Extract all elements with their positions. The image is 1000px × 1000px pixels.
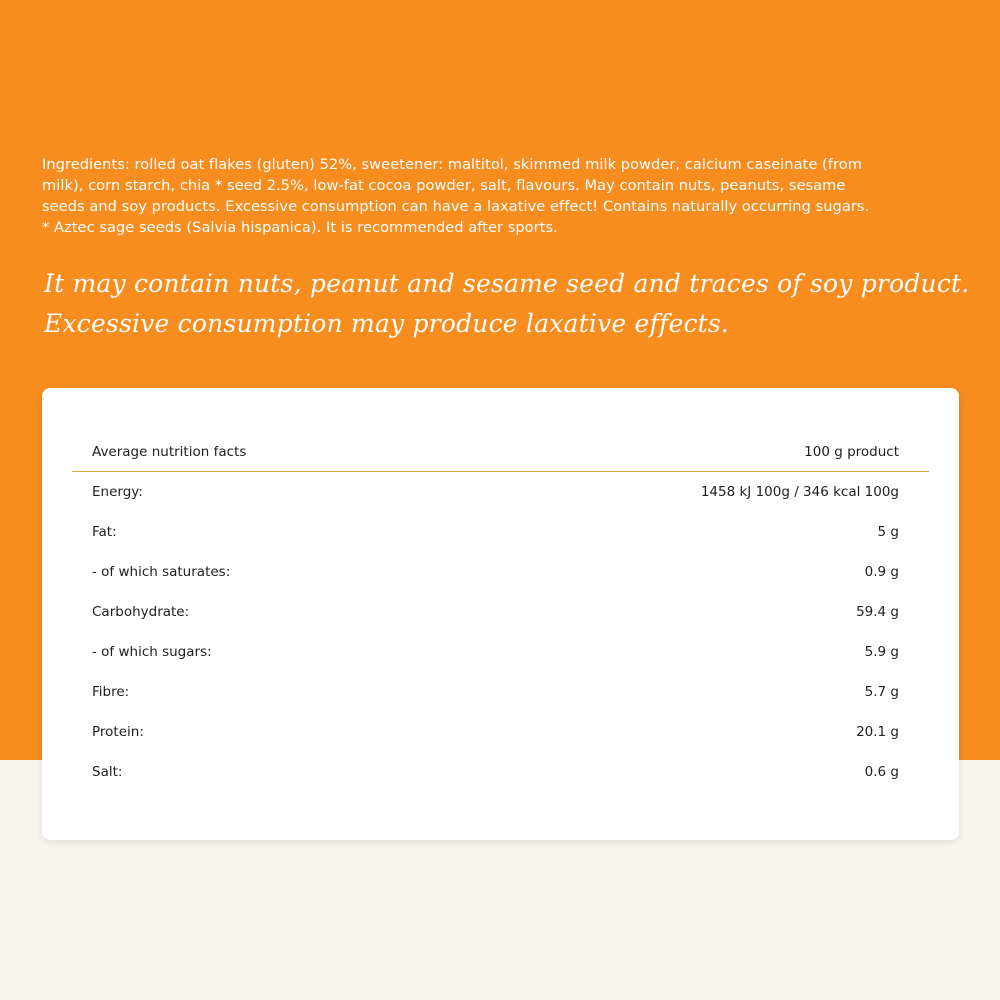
nutrient-label: Protein: [92, 724, 144, 740]
nutrition-header-row [72, 434, 929, 472]
warning-line: Excessive consumption may produce laxative effects. [44, 309, 730, 338]
table-row [72, 672, 929, 712]
nutrient-value: 0.6 g [864, 764, 899, 780]
nutrient-label: Energy: [92, 484, 143, 500]
nutrient-value: 5 g [877, 524, 899, 540]
table-row [72, 512, 929, 552]
nutrient-value: 59.4 g [856, 604, 899, 620]
nutrient-label: - of which saturates: [92, 564, 231, 580]
nutrition-header-label: Average nutrition facts [92, 444, 247, 460]
ingredients-line: seeds and soy products. Excessive consumption can have a laxative effect! Contains naturally occurring sugars. [42, 198, 870, 215]
nutrient-value: 5.9 g [864, 644, 899, 660]
nutrient-label: Fat: [92, 524, 117, 540]
ingredients-line: Ingredients: rolled oat flakes (gluten) 52%, sweetener: maltitol, skimmed milk powder, calcium caseinate (from [42, 156, 862, 173]
nutrient-value: 20.1 g [856, 724, 899, 740]
table-row [72, 712, 929, 752]
nutrient-label: Salt: [92, 764, 123, 780]
nutrition-header-value: 100 g product [804, 444, 899, 460]
table-row [72, 592, 929, 632]
table-row [72, 552, 929, 592]
table-row [72, 752, 929, 792]
nutrition-table [72, 434, 929, 792]
nutrient-label: Fibre: [92, 684, 130, 700]
nutrient-label: Carbohydrate: [92, 604, 190, 620]
warning-line: It may contain nuts, peanut and sesame seed and traces of soy product. [44, 269, 970, 298]
allergen-warning [44, 264, 974, 344]
nutrient-value: 5.7 g [864, 684, 899, 700]
nutrition-card [42, 388, 959, 840]
nutrient-value: 1458 kJ 100g / 346 kcal 100g [700, 484, 899, 500]
ingredients-line: milk), corn starch, chia * seed 2.5%, low-fat cocoa powder, salt, flavours. May contain nuts, peanuts, sesame [42, 177, 846, 194]
ingredients-line: * Aztec sage seeds (Salvia hispanica). It is recommended after sports. [42, 219, 558, 236]
nutrient-value: 0.9 g [864, 564, 899, 580]
ingredients-text [42, 154, 967, 238]
table-row [72, 472, 929, 512]
nutrient-label: - of which sugars: [92, 644, 212, 660]
table-row [72, 632, 929, 672]
